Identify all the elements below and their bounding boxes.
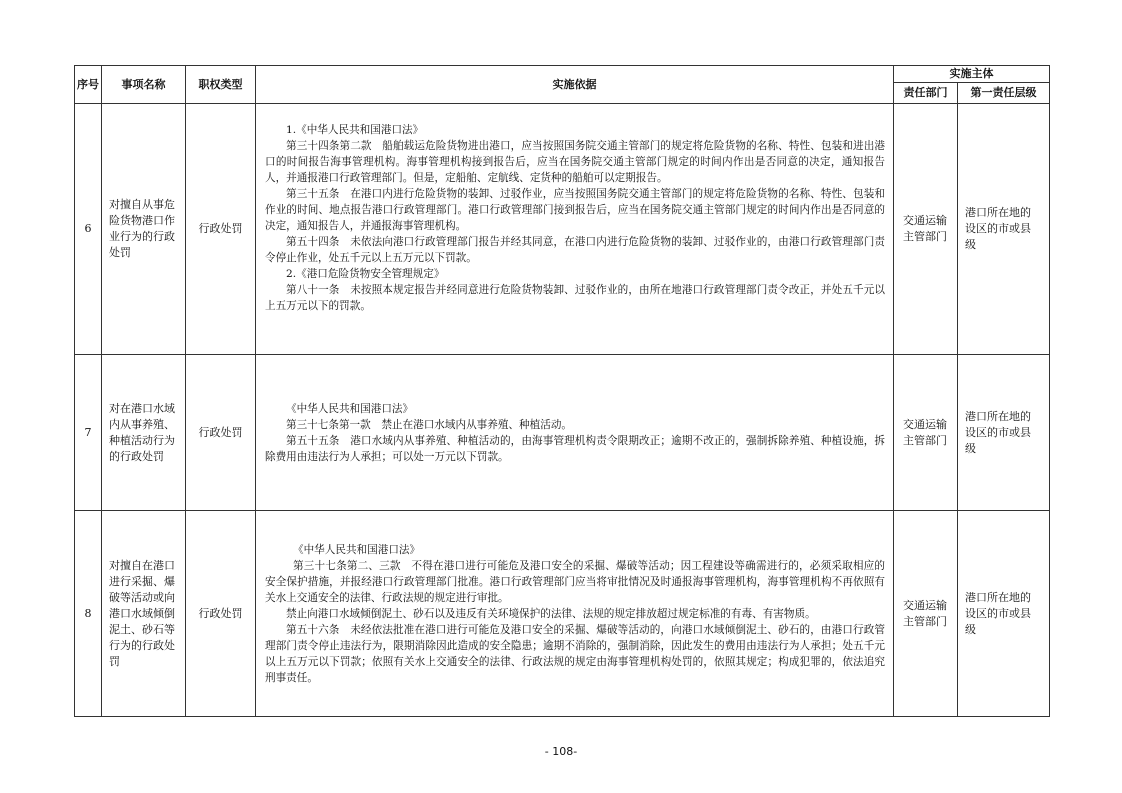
- header-dept: 责任部门: [894, 83, 958, 104]
- responsibility-level: 港口所在地的设区的市或县级: [958, 511, 1050, 717]
- basis-paragraph: 1.《中华人民共和国港口法》: [286, 124, 424, 136]
- page-number: - 108-: [544, 745, 578, 758]
- enforcement-table: [74, 65, 1050, 717]
- basis-paragraph: 第三十七条第二、三款 不得在港口进行可能危及港口安全的采掘、爆破等活动；因工程建设等确需进行的，必须采取相应的安全保护措施，并报经港口行政管理部门批准。港口行政管理部门应当将审批情况及时通报海事管理机构，海事管理机构不再依照有关水上交通安全的法律、行政法规的规定进行审批。: [265, 559, 885, 604]
- responsibility-level: 港口所在地的设区的市或县级: [958, 355, 1050, 511]
- basis-paragraph: 第三十七条第一款 禁止在港口水域内从事养殖、种植活动。: [286, 418, 573, 431]
- row-number: 6: [75, 104, 102, 355]
- basis-paragraph: 第八十一条 未按照本规定报告并经同意进行危险货物装卸、过驳作业的，由所在地港口行政管理部门责令改正，并处五千元以上五万元以下的罚款。: [265, 284, 885, 312]
- header-basis: 实施依据: [256, 66, 894, 104]
- basis-text: [256, 511, 894, 717]
- basis-paragraph: 禁止向港口水域倾倒泥土、砂石以及违反有关环境保护的法律、法规的规定排放超过规定标准的有毒、有害物质。: [286, 607, 816, 620]
- power-type: 行政处罚: [186, 511, 256, 717]
- responsible-dept: 交通运输主管部门: [894, 511, 958, 717]
- power-type: 行政处罚: [186, 104, 256, 355]
- header-level: 第一责任层级: [958, 83, 1050, 104]
- responsible-dept: 交通运输主管部门: [894, 104, 958, 355]
- basis-paragraph: 第三十五条 在港口内进行危险货物的装卸、过驳作业，应当按照国务院交通主管部门的规定将危险货物的名称、特性、包装和作业的时间、地点报告港口行政管理部门。港口行政管理部门接到报告后，应当在国务院交通主管部门规定的时间内作出是否同意的决定，通知报告人，并通报海事管理机构。: [265, 188, 885, 232]
- item-name: 对在港口水域内从事养殖、种植活动行为的行政处罚: [102, 355, 186, 511]
- responsible-dept: 交通运输主管部门: [894, 355, 958, 511]
- basis-text: [256, 355, 894, 511]
- row-number: 8: [75, 511, 102, 717]
- basis-paragraph: 第五十六条 未经依法批准在港口进行可能危及港口安全的采掘、爆破等活动的，向港口水域倾倒泥土、砂石的，由港口行政管理部门责令停止违法行为，限期消除因此造成的安全隐患；逾期不消除的，强制消除，因此发生的费用由违法行为人承担；处五千元以上五万元以下罚款；依照有关水上交通安全的法律、行政法规的规定由海事管理机构处罚的，依照其规定；构成犯罪的，依法追究刑事责任。: [265, 623, 885, 684]
- basis-text: [256, 104, 894, 355]
- responsibility-level: 港口所在地的设区的市或县级: [958, 104, 1050, 355]
- power-type: 行政处罚: [186, 355, 256, 511]
- basis-paragraph: 第三十四条第二款 船舶载运危险货物进出港口，应当按照国务院交通主管部门的规定将危险货物的名称、特性、包装和进出港口的时间报告海事管理机构。海事管理机构接到报告后，应当在国务院交通主管部门规定的时间内作出是否同意的决定，通知报告人，并通报港口行政管理部门。但是，定船舶、定航线、定货种的船舶可以定期报告。: [265, 140, 885, 184]
- table-row: [75, 355, 1050, 511]
- basis-paragraph: 第五十四条 未依法向港口行政管理部门报告并经其同意，在港口内进行危险货物的装卸、过驳作业的，由港口行政管理部门责令停止作业，处五千元以上五万元以下罚款。: [265, 236, 885, 264]
- table-row: [75, 511, 1050, 717]
- header-item-name: 事项名称: [102, 66, 186, 104]
- header-subject: 实施主体: [894, 66, 1050, 83]
- header-seq: 序号: [75, 66, 102, 104]
- item-name: 对擅自在港口进行采掘、爆破等活动或向港口水域倾倒泥土、砂石等行为的行政处罚: [102, 511, 186, 717]
- basis-paragraph: 《中华人民共和国港口法》: [293, 543, 421, 556]
- table-row: [75, 104, 1050, 355]
- basis-paragraph: 《中华人民共和国港口法》: [286, 402, 414, 415]
- basis-paragraph: 第五十五条 港口水域内从事养殖、种植活动的，由海事管理机构责令限期改正；逾期不改正的，强制拆除养殖、种植设施，拆除费用由违法行为人承担；可以处一万元以下罚款。: [265, 434, 885, 463]
- row-number: 7: [75, 355, 102, 511]
- item-name: 对擅自从事危险货物港口作业行为的行政处罚: [102, 104, 186, 355]
- basis-paragraph: 2.《港口危险货物安全管理规定》: [286, 268, 445, 280]
- header-power-type: 职权类型: [186, 66, 256, 104]
